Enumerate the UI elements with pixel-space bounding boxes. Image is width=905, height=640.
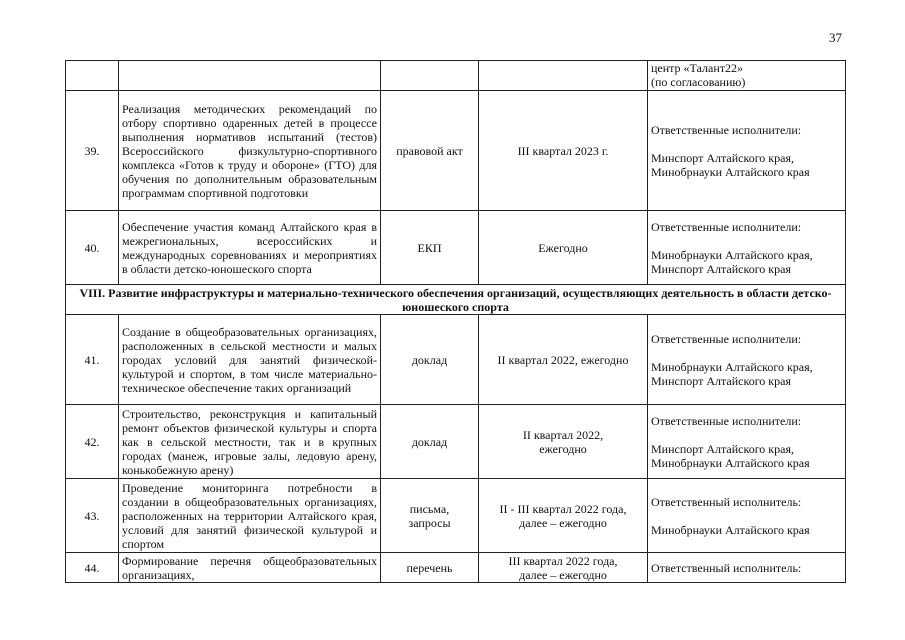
resp-line: Минобрнауки Алтайского края bbox=[651, 456, 810, 470]
row-document: ЕКП bbox=[381, 211, 479, 285]
term-line: II - III квартал 2022 года, bbox=[499, 501, 627, 516]
doc-line: запросы bbox=[408, 515, 451, 530]
row-document: доклад bbox=[381, 315, 479, 405]
num-cell bbox=[66, 61, 119, 91]
row-term bbox=[479, 553, 648, 583]
plan-table bbox=[65, 60, 846, 583]
row-term bbox=[479, 479, 648, 553]
table-row bbox=[66, 91, 846, 211]
table-row bbox=[66, 553, 846, 583]
row-responsible bbox=[648, 91, 846, 211]
term-line: далее – ежегодно bbox=[519, 567, 607, 582]
section-row bbox=[66, 285, 846, 315]
doc-cell bbox=[381, 61, 479, 91]
row-responsible bbox=[648, 405, 846, 479]
resp-line: Минобрнауки Алтайского края, bbox=[651, 248, 813, 262]
row-document: доклад bbox=[381, 405, 479, 479]
resp-line: Минспорт Алтайского края bbox=[651, 374, 791, 388]
row-description: Формирование перечня общеобразовательных организациях, bbox=[119, 553, 381, 583]
row-document: перечень bbox=[381, 553, 479, 583]
row-term: Ежегодно bbox=[479, 211, 648, 285]
resp-title: Ответственные исполнители: bbox=[651, 220, 802, 234]
doc-line: письма, bbox=[409, 501, 450, 516]
term-line: далее – ежегодно bbox=[519, 515, 607, 530]
row-number: 41. bbox=[66, 315, 119, 405]
row-document: правовой акт bbox=[381, 91, 479, 211]
row-document bbox=[381, 479, 479, 553]
table-row bbox=[66, 211, 846, 285]
resp-line: Минспорт Алтайского края bbox=[651, 262, 791, 276]
resp-cell bbox=[648, 61, 846, 91]
resp-title: Ответственный исполнитель: bbox=[651, 495, 802, 509]
row-description: Реализация методических рекомендаций по отбору спортивно одаренных детей в процессе выполнения нормативов испытаний (тестов) Всероссийского физкультурно-спортивного комплекса «Готов к труду и обороне» (ГТО) для обучения по дополнительным образовательным программам спортивной подготовки bbox=[119, 91, 381, 211]
row-term: III квартал 2023 г. bbox=[479, 91, 648, 211]
row-number: 40. bbox=[66, 211, 119, 285]
row-responsible bbox=[648, 553, 846, 583]
resp-title: Ответственный исполнитель: bbox=[651, 561, 802, 575]
resp-title: Ответственные исполнители: bbox=[651, 414, 802, 428]
resp-line: Минспорт Алтайского края, bbox=[651, 151, 794, 165]
row-responsible bbox=[648, 315, 846, 405]
table-row bbox=[66, 479, 846, 553]
row-responsible bbox=[648, 211, 846, 285]
table-row bbox=[66, 61, 846, 91]
term-line: II квартал 2022, bbox=[522, 427, 604, 442]
carry-line: (по согласованию) bbox=[651, 75, 746, 89]
row-term: II квартал 2022, ежегодно bbox=[479, 315, 648, 405]
section-heading: VIII. Развитие инфраструктуры и материально-технического обеспечения организаций, осуществляющих деятельность в области детско-юношеского спорта bbox=[66, 285, 846, 315]
row-responsible bbox=[648, 479, 846, 553]
row-description: Проведение мониторинга потребности в создании в общеобразовательных организациях, расположенных на территории Алтайского края, условий для занятий физической культурой и спортом bbox=[119, 479, 381, 553]
row-number: 43. bbox=[66, 479, 119, 553]
page-number: 37 bbox=[829, 30, 842, 45]
resp-title: Ответственные исполнители: bbox=[651, 123, 802, 137]
resp-line: Минобрнауки Алтайского края bbox=[651, 165, 810, 179]
resp-line: Минспорт Алтайского края, bbox=[651, 442, 794, 456]
row-number: 42. bbox=[66, 405, 119, 479]
row-term bbox=[479, 405, 648, 479]
row-number: 39. bbox=[66, 91, 119, 211]
row-description: Создание в общеобразовательных организациях, расположенных в сельской местности и малых городах условий для занятий физической-культурой и спортом, в том числе материально-техническое обеспечение таких организаций bbox=[119, 315, 381, 405]
table-row bbox=[66, 315, 846, 405]
row-number: 44. bbox=[66, 553, 119, 583]
carry-line: центр «Талант22» bbox=[651, 61, 744, 75]
resp-line: Минобрнауки Алтайского края bbox=[651, 523, 810, 537]
row-description: Обеспечение участия команд Алтайского края в межрегиональных, всероссийских и международных соревнованиях и мероприятиях в области детско-юношеского спорта bbox=[119, 211, 381, 285]
term-line: III квартал 2022 года, bbox=[508, 553, 618, 568]
desc-cell bbox=[119, 61, 381, 91]
resp-title: Ответственные исполнители: bbox=[651, 332, 802, 346]
table-row bbox=[66, 405, 846, 479]
term-cell bbox=[479, 61, 648, 91]
resp-line: Минобрнауки Алтайского края, bbox=[651, 360, 813, 374]
term-line: ежегодно bbox=[539, 441, 587, 456]
row-description: Строительство, реконструкция и капитальный ремонт объектов физической культуры и спорта как в сельской местности, так и в крупных городах (манеж, игровые залы, ледовую арену, конькобежную арену) bbox=[119, 405, 381, 479]
